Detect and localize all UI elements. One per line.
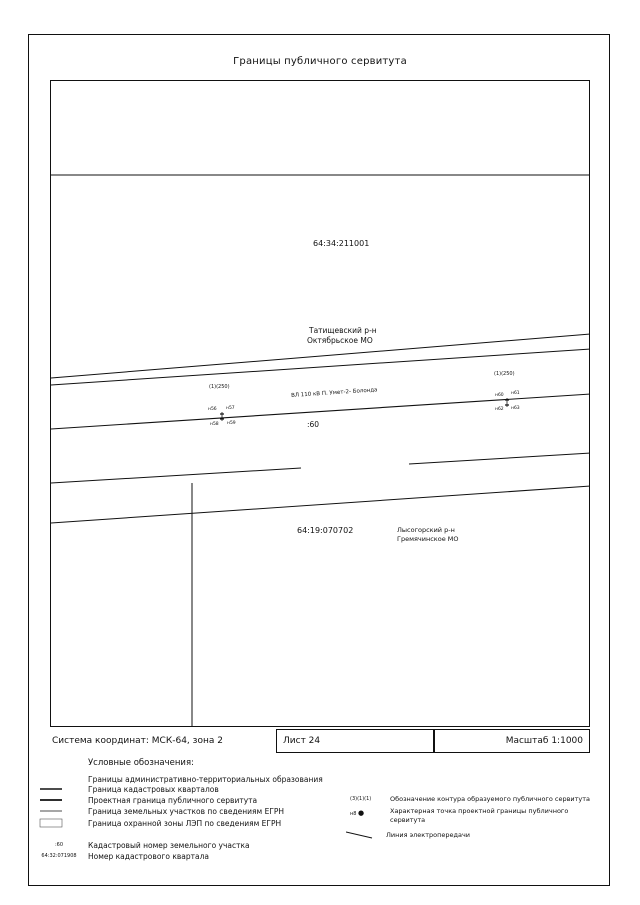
legend-item: Граница охранной зоны ЛЭП по сведениям ЕГРН bbox=[34, 818, 281, 828]
coord-system: Система координат: МСК-64, зона 2 bbox=[52, 736, 223, 746]
municipality-south-name: Гремячинское МО bbox=[397, 535, 459, 543]
page-title: Границы публичного сервитута bbox=[233, 56, 407, 67]
map-scale: Масштаб 1:1000 bbox=[434, 729, 590, 753]
road-edge-lower-left bbox=[51, 468, 301, 483]
point-label: н61 bbox=[511, 391, 520, 396]
quarter-number-symbol: 64:32:071908 bbox=[41, 853, 77, 859]
info-bar bbox=[50, 729, 590, 753]
legend-item: Проектная граница публичного сервитута bbox=[34, 795, 257, 805]
legend-item-right: н8 ● Характерная точка проектной границы публичного сервитута bbox=[350, 807, 569, 824]
point-label: н63 bbox=[511, 406, 520, 411]
point-label: н58 bbox=[210, 422, 219, 427]
servitude-boundary-symbol bbox=[34, 795, 84, 805]
power-line bbox=[51, 394, 590, 429]
legend-item: Граница кадастровых кварталов bbox=[34, 784, 219, 794]
legend-item: Граница земельных участков по сведениям ЕГРН bbox=[34, 806, 284, 816]
characteristic-point-symbol: н8 ● bbox=[350, 809, 365, 817]
legend-title: Условные обозначения: bbox=[88, 758, 194, 768]
point-label: н59 bbox=[227, 421, 236, 426]
map-drawing bbox=[51, 81, 590, 727]
point-label: н56 bbox=[208, 407, 217, 412]
quarter-number-north: 64:34:211001 bbox=[313, 239, 370, 248]
legend-item: :60 Кадастровый номер земельного участка bbox=[34, 840, 250, 850]
district-north-name: Татищевский р-н bbox=[309, 326, 377, 335]
power-line-symbol bbox=[346, 830, 376, 840]
map-area bbox=[50, 80, 590, 727]
sheet-number: Лист 24 bbox=[276, 729, 434, 753]
contour-symbol: (3)(1)(1) bbox=[350, 796, 372, 802]
contour-label-left: (1)(250) bbox=[209, 384, 230, 390]
contour-label-right: (1)(250) bbox=[494, 371, 515, 377]
servitude-points-left bbox=[220, 412, 224, 421]
protection-zone-symbol bbox=[34, 818, 84, 828]
quarter-boundary-symbol bbox=[34, 784, 84, 794]
point-label: н62 bbox=[495, 407, 504, 412]
quarter-number-south: 64:19:070702 bbox=[297, 526, 354, 535]
point-label: н60 bbox=[495, 393, 504, 398]
road-edge-upper bbox=[51, 349, 590, 385]
municipality-north-name: Октябрьское МО bbox=[307, 336, 373, 345]
legend-item: Границы административно-территориальных образования bbox=[34, 774, 323, 784]
parcel-boundary-symbol bbox=[34, 806, 84, 816]
legend-item-right: (3)(1)(1) Обозначение контура образуемого публичного сервитута bbox=[350, 795, 591, 803]
district-south-name: Лысогорский р-н bbox=[397, 526, 455, 534]
legend-item: 64:32:071908 Номер кадастрового квартала bbox=[34, 851, 209, 861]
point-label: н57 bbox=[226, 406, 235, 411]
parcel-boundary-south bbox=[51, 486, 590, 523]
cadastral-number-symbol: :60 bbox=[54, 842, 64, 848]
road-edge-lower-right bbox=[409, 453, 590, 464]
admin-boundary-symbol bbox=[34, 774, 84, 784]
legend-item-right: Линия электропередачи bbox=[346, 830, 470, 840]
parcel-number-label: :60 bbox=[307, 420, 320, 429]
power-line-label: ВЛ 110 кВ П. Умет-2- Болонда bbox=[291, 387, 378, 399]
